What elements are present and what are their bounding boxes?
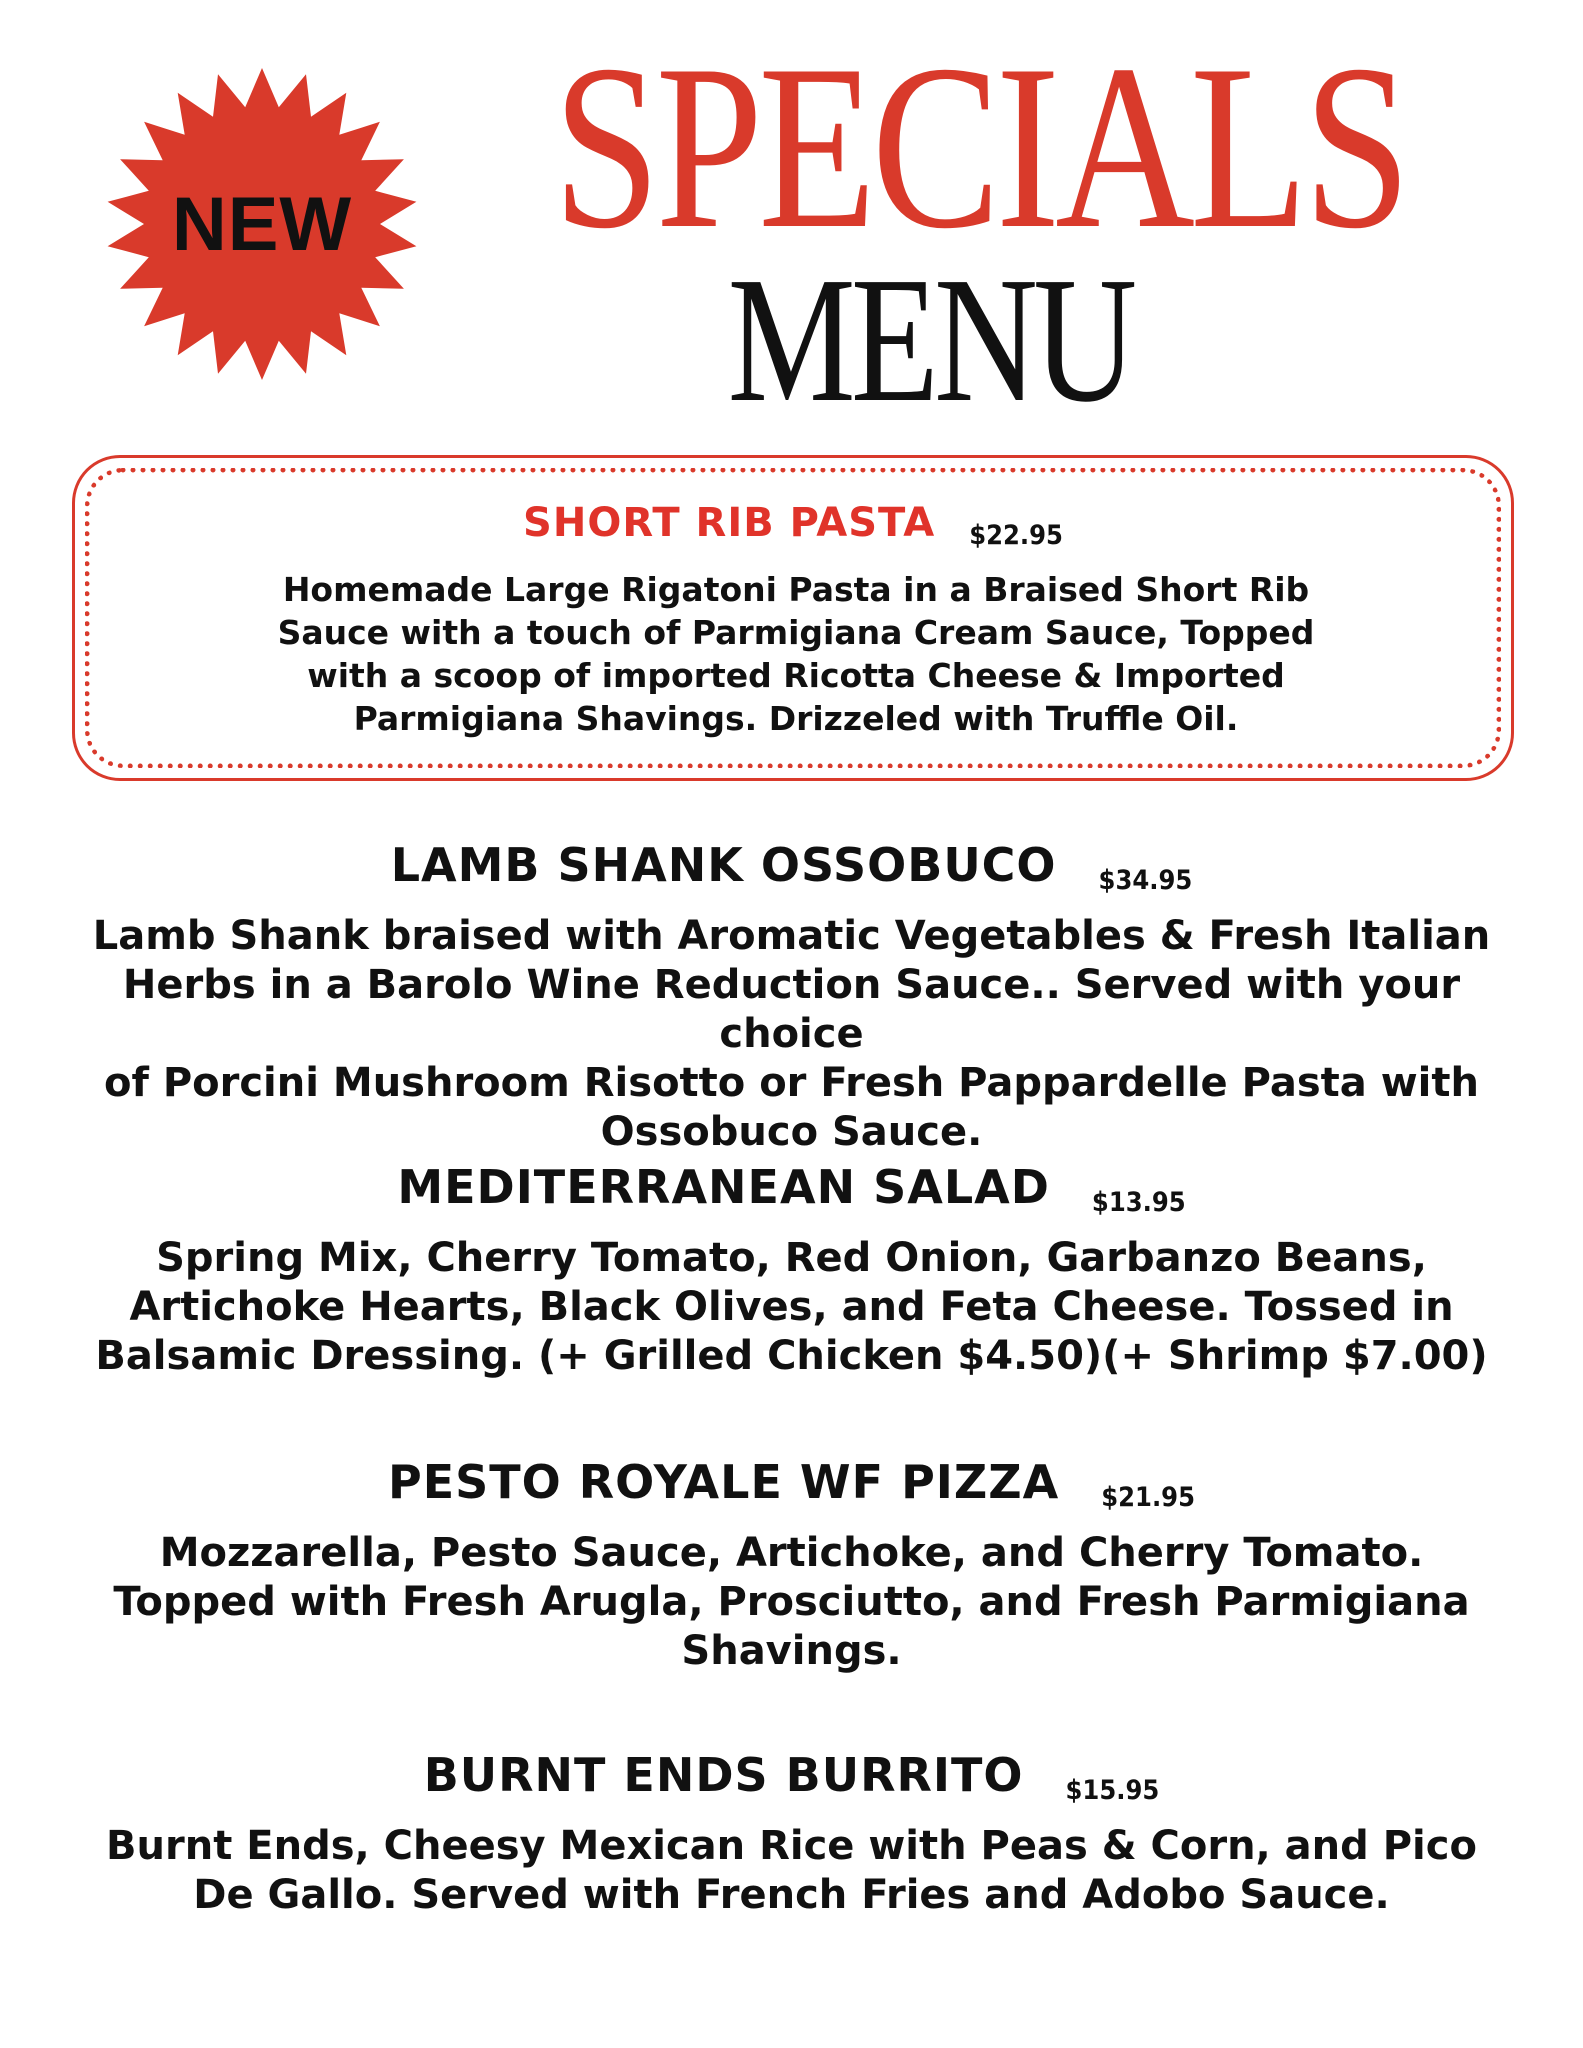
- description-line: Ossobuco Sauce.: [600, 1109, 983, 1155]
- featured-item-description: [275, 568, 1317, 740]
- description-line: Sauce with a touch of Parmigiana Cream Sauce, Topped: [277, 613, 1315, 652]
- description-line: with a scoop of imported Ricotta Cheese & Imported: [307, 656, 1285, 695]
- featured-heading: [75, 500, 1511, 551]
- description-line: Parmigiana Shavings. Drizzeled with Truffle Oil.: [353, 699, 1239, 738]
- menu-item-price: $15.95: [1065, 1775, 1160, 1806]
- description-line: Artichoke Hearts, Black Olives, and Feta Cheese. Tossed in: [129, 1284, 1454, 1330]
- menu-item-pesto-pizza: [0, 1455, 1583, 1676]
- menu-item-description: [52, 1234, 1532, 1381]
- menu-item-heading: [0, 1748, 1583, 1806]
- description-line: Spring Mix, Cherry Tomato, Red Onion, Garbanzo Beans,: [156, 1235, 1427, 1281]
- menu-item-burnt-ends-burrito: [0, 1748, 1583, 1920]
- menu-item-lamb-shank: [0, 838, 1583, 1157]
- menu-item-name: PESTO ROYALE WF PIZZA: [388, 1455, 1060, 1509]
- menu-item-description: [52, 912, 1532, 1157]
- menu-item-name: BURNT ENDS BURRITO: [423, 1748, 1024, 1802]
- menu-item-description: [52, 1529, 1532, 1676]
- description-line: Herbs in a Barolo Wine Reduction Sauce.. Served with your choice: [122, 962, 1461, 1057]
- description-line: Lamb Shank braised with Aromatic Vegetables & Fresh Italian: [92, 913, 1491, 959]
- featured-item-name: SHORT RIB PASTA: [523, 500, 936, 546]
- menu-item-description: [52, 1822, 1532, 1920]
- menu-item-price: $34.95: [1098, 865, 1193, 896]
- menu-item-heading: [0, 1160, 1583, 1218]
- menu-item-name: MEDITERRANEAN SALAD: [397, 1160, 1050, 1214]
- menu-item-mediterranean-salad: [0, 1160, 1583, 1381]
- featured-special-box: [72, 455, 1514, 781]
- specials-title: SPECIALS: [552, 17, 1407, 278]
- new-badge-label: NEW: [171, 181, 353, 267]
- menu-item-heading: [0, 1455, 1583, 1513]
- description-line: Burnt Ends, Cheesy Mexican Rice with Peas & Corn, and Pico: [106, 1823, 1477, 1869]
- description-line: Balsamic Dressing. (+ Grilled Chicken $4.50)(+ Shrimp $7.00): [95, 1333, 1488, 1379]
- menu-item-heading: [0, 838, 1583, 896]
- menu-item-name: LAMB SHANK OSSOBUCO: [390, 838, 1057, 892]
- featured-item-price: $22.95: [969, 520, 1063, 551]
- description-line: Mozzarella, Pesto Sauce, Artichoke, and Cherry Tomato.: [159, 1530, 1424, 1576]
- description-line: of Porcini Mushroom Risotto or Fresh Pappardelle Pasta with: [104, 1060, 1479, 1106]
- description-line: Homemade Large Rigatoni Pasta in a Braised Short Rib: [282, 570, 1310, 609]
- menu-item-price: $13.95: [1091, 1187, 1186, 1218]
- menu-title: MENU: [727, 240, 1133, 439]
- menu-item-price: $21.95: [1101, 1482, 1195, 1513]
- description-line: De Gallo. Served with French Fries and Adobo Sauce.: [193, 1872, 1390, 1918]
- description-line: Topped with Fresh Arugla, Prosciutto, and Fresh Parmigiana: [113, 1579, 1470, 1625]
- new-badge: [104, 66, 420, 382]
- description-line: Shavings.: [681, 1628, 902, 1674]
